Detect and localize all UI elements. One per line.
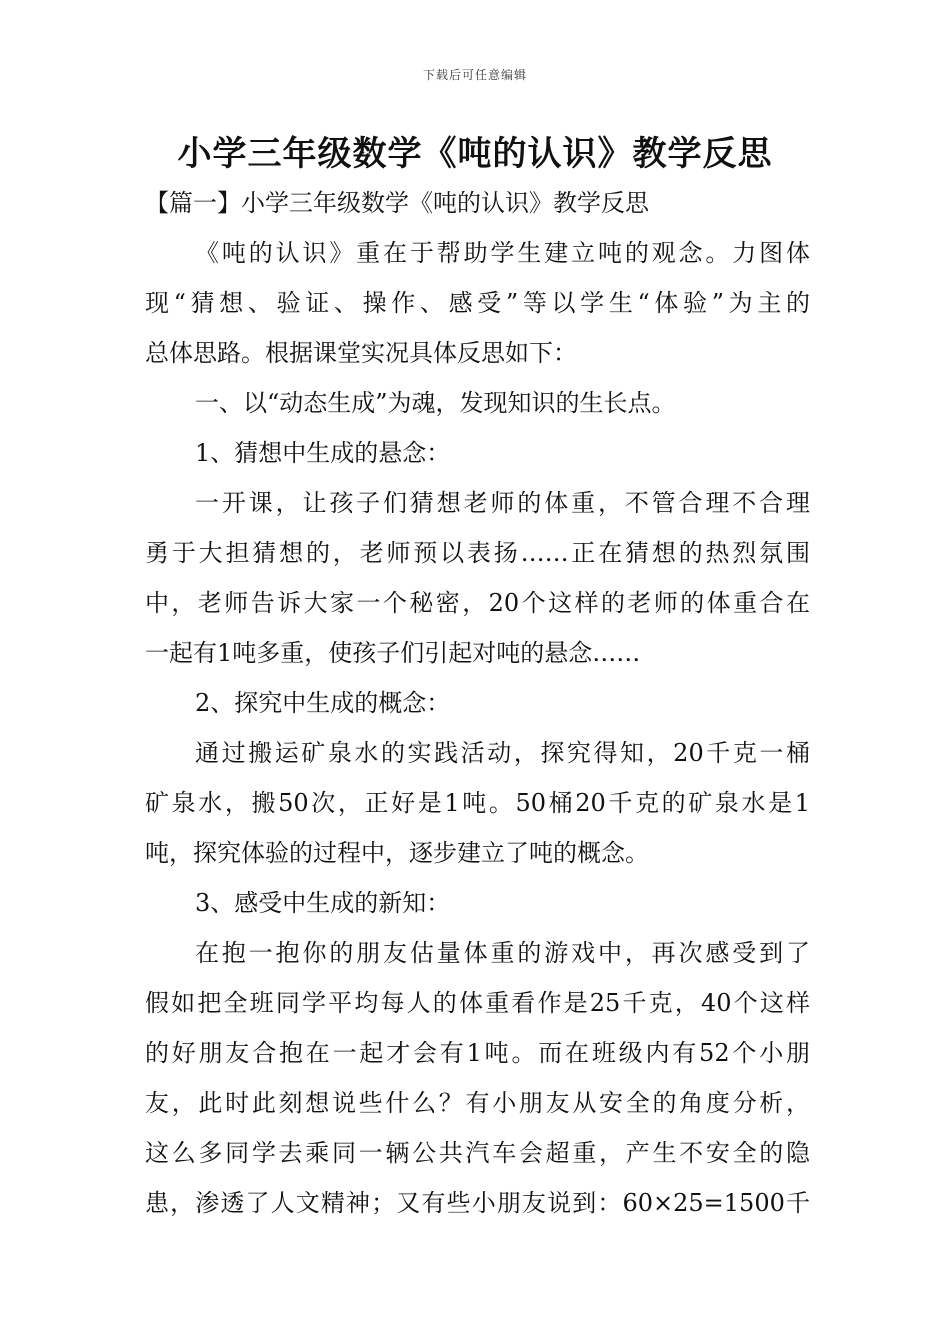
- paragraph-line: 1、猜想中生成的悬念：: [195, 439, 451, 467]
- paragraph-line: 吨，探究体验的过程中，逐步建立了吨的概念。: [145, 839, 649, 867]
- paragraph-line: 矿泉水，搬50次，正好是1吨。50桶20千克的矿泉水是1: [145, 789, 810, 817]
- paragraph-line: 这么多同学去乘同一辆公共汽车会超重，产生不安全的隐: [145, 1139, 810, 1167]
- paragraph-line: 《吨的认识》重在于帮助学生建立吨的观念。力图体: [195, 239, 810, 267]
- document-body: [145, 178, 810, 1228]
- paragraph-line: 的好朋友合抱在一起才会有1吨。而在班级内有52个小朋: [145, 1039, 810, 1067]
- paragraph-line: 一、以“动态生成”为魂，发现知识的生长点。: [195, 389, 676, 417]
- paragraph-line: 2、探究中生成的概念：: [195, 689, 451, 717]
- paragraph-line: 一起有1吨多重，使孩子们引起对吨的悬念……: [145, 639, 641, 667]
- paragraph-line: 总体思路。根据课堂实况具体反思如下：: [145, 339, 577, 367]
- paragraph-line: 【篇一】小学三年级数学《吨的认识》教学反思: [145, 189, 649, 217]
- header-note: 下载后可任意编辑: [422, 68, 527, 82]
- paragraph-line: 现“猜想、验证、操作、感受”等以学生“体验”为主的: [145, 289, 810, 317]
- paragraph-line: 友，此时此刻想说些什么？有小朋友从安全的角度分析，: [145, 1089, 810, 1117]
- paragraph-line: 勇于大担猜想的，老师预以表扬……正在猜想的热烈氛围: [145, 539, 810, 567]
- document-title: 小学三年级数学《吨的认识》教学反思: [177, 134, 773, 174]
- paragraph-line: 假如把全班同学平均每人的体重看作是25千克，40个这样: [145, 989, 810, 1017]
- paragraph-line: 一开课，让孩子们猜想老师的体重，不管合理不合理: [195, 489, 810, 517]
- paragraph-line: 患，渗透了人文精神；又有些小朋友说到：60×25=1500千: [145, 1189, 810, 1217]
- paragraph-line: 在抱一抱你的朋友估量体重的游戏中，再次感受到了: [195, 939, 810, 967]
- paragraph-line: 通过搬运矿泉水的实践活动，探究得知，20千克一桶: [195, 739, 810, 767]
- paragraph-line: 3、感受中生成的新知：: [195, 889, 451, 917]
- paragraph-line: 中，老师告诉大家一个秘密，20个这样的老师的体重合在: [145, 589, 810, 617]
